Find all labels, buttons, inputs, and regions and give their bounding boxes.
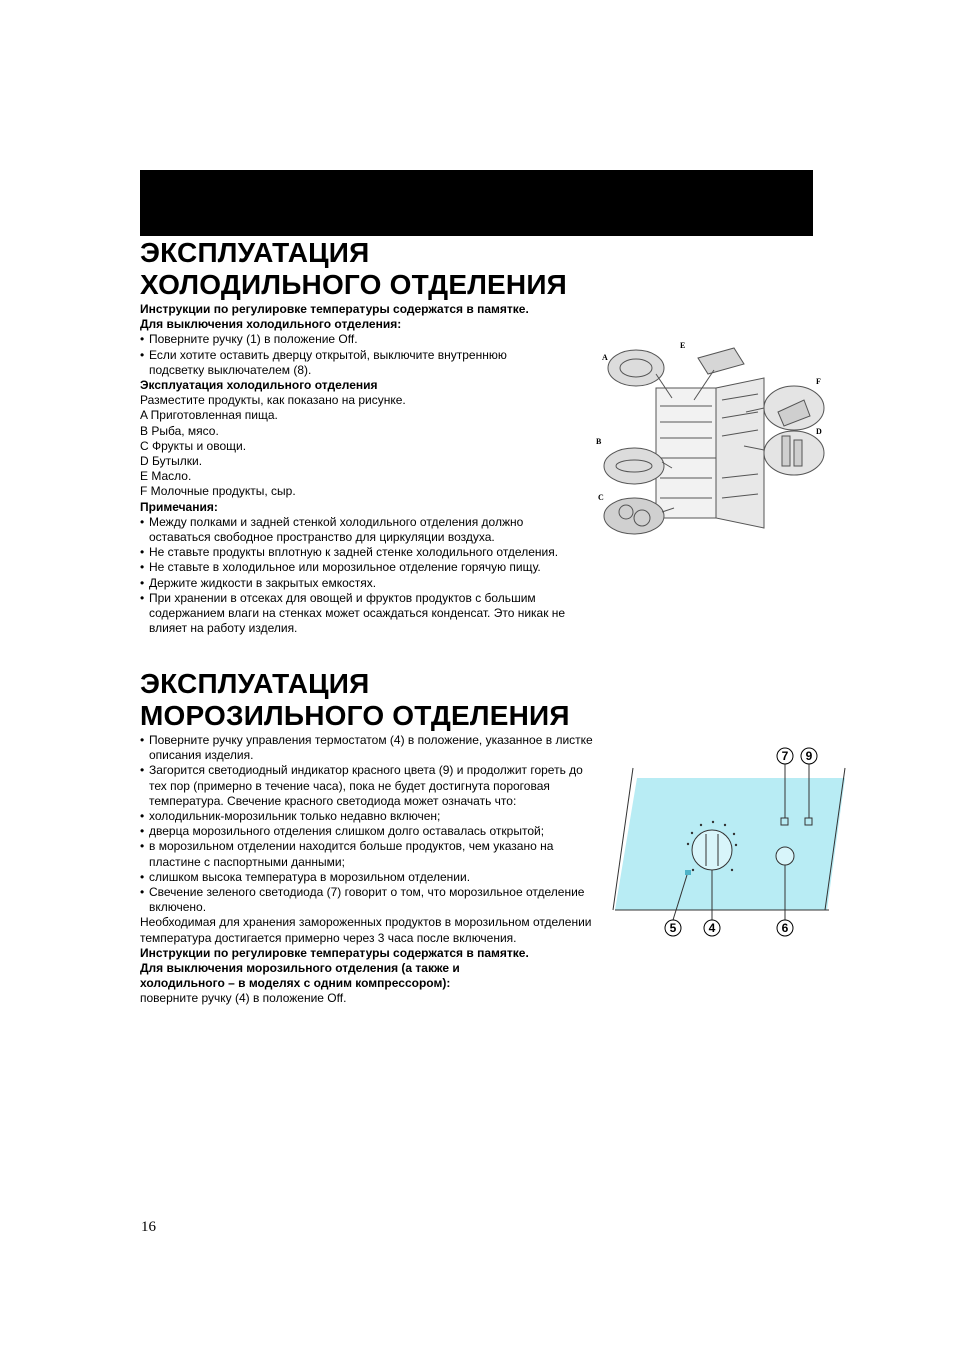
- list-item: • При хранении в отсеках для овощей и фруктов продуктов с большим содержанием влаги на стенках может осаждаться конденсат. Это никак не влияет на работу изделия.: [140, 591, 578, 637]
- fridge-layout-figure: [594, 338, 844, 538]
- callout-7: 7: [781, 749, 789, 763]
- list-item: • Не ставьте в холодильное или морозильное отделение горячую пищу.: [140, 560, 578, 575]
- section1-body: [140, 302, 590, 636]
- section1-subheading: Эксплуатация холодильного отделения: [140, 378, 378, 393]
- section2-title-line1: ЭКСПЛУАТАЦИЯ: [140, 668, 370, 699]
- section2-title-line2: МОРОЗИЛЬНОГО ОТДЕЛЕНИЯ: [140, 700, 570, 731]
- section2-bold-line1: Инструкции по регулировке температуры содержатся в памятке.: [140, 945, 529, 960]
- figure-label-a: A: [602, 353, 608, 362]
- led-5: [685, 870, 691, 875]
- list-item: • дверца морозильного отделения слишком долго оставалась открытой;: [140, 824, 595, 839]
- callout-6: 6: [781, 921, 789, 935]
- freezer-control-panel-figure: [607, 738, 847, 948]
- list-item: • Если хотите оставить дверцу открытой, выключите внутреннюю подсветку выключателем (8).: [140, 348, 549, 378]
- section1-bold-line1: Инструкции по регулировке температуры содержатся в памятке.: [140, 302, 529, 316]
- section1-title-line1: ЭКСПЛУАТАЦИЯ: [140, 237, 370, 268]
- figure-label-f: F: [816, 377, 821, 386]
- item-a: A Приготовленная пища.: [140, 408, 278, 423]
- list-item: • Свечение зеленого светодиода (7) говорит о том, что морозильное отделение включено.: [140, 885, 595, 915]
- figure-label-d: D: [816, 427, 822, 436]
- notes-heading: Примечания:: [140, 499, 218, 514]
- list-item: • холодильник-морозильник только недавно включен;: [140, 809, 595, 824]
- list-item: • Между полками и задней стенкой холодильного отделения должно оставаться свободное пространство для циркуляции воздуха.: [140, 515, 578, 545]
- section2-bold-line2: Для выключения морозильного отделения (а также и: [140, 961, 460, 976]
- list-item: • Поверните ручку (1) в положение Off.: [140, 332, 590, 347]
- section1-bullets: [140, 332, 590, 378]
- section1-bold-line2: Для выключения холодильного отделения:: [140, 317, 402, 332]
- notes-list: [140, 515, 578, 637]
- section2-bullets: [140, 733, 595, 915]
- section2-paragraph: Необходимая для хранения замороженных продуктов в морозильном отделении температура достигается примерно через 3 часа после включения.: [140, 915, 592, 945]
- section2-body: [140, 733, 595, 1007]
- item-b: B Рыба, мясо.: [140, 423, 219, 438]
- figure-label-e: E: [680, 341, 686, 350]
- list-item: • Загорится светодиодный индикатор красного цвета (9) и продолжит гореть до тех пор (примерно в течение часа), пока не будет достигнута пороговая температура. Свечение красного светодиода может означать что:: [140, 763, 595, 809]
- section2-last-line: поверните ручку (4) в положение Off.: [140, 991, 347, 1006]
- item-c: C Фрукты и овощи.: [140, 438, 247, 453]
- section2-bold-line3: холодильного – в моделях с одним компрессором):: [140, 976, 451, 991]
- page-number: 16: [141, 1219, 156, 1235]
- callout-5: 5: [669, 921, 677, 935]
- list-item: • Поверните ручку управления термостатом (4) в положение, указанное в листке описания изделия.: [140, 733, 595, 763]
- item-e: E Масло.: [140, 469, 192, 484]
- list-item: • слишком высока температура в морозильном отделении.: [140, 870, 595, 885]
- list-item: • Не ставьте продукты вплотную к задней стенке холодильного отделения.: [140, 545, 578, 560]
- list-item: • Держите жидкости в закрытых емкостях.: [140, 576, 578, 591]
- header-black-bar: [140, 170, 813, 236]
- callout-4: 4: [708, 921, 716, 935]
- figure-label-c: C: [598, 493, 604, 502]
- placement-intro: Разместите продукты, как показано на рисунке.: [140, 393, 406, 408]
- thermostat-knob: [692, 830, 732, 870]
- figure-label-b: B: [596, 437, 602, 446]
- list-item: • в морозильном отделении находится больше продуктов, чем указано на пластине с паспортными данными;: [140, 839, 595, 869]
- item-d: D Бутылки.: [140, 454, 203, 469]
- item-f: F Молочные продукты, сыр.: [140, 484, 296, 499]
- light-switch: [776, 847, 794, 865]
- callout-9: 9: [805, 749, 813, 763]
- section1-title-line2: ХОЛОДИЛЬНОГО ОТДЕЛЕНИЯ: [140, 269, 567, 300]
